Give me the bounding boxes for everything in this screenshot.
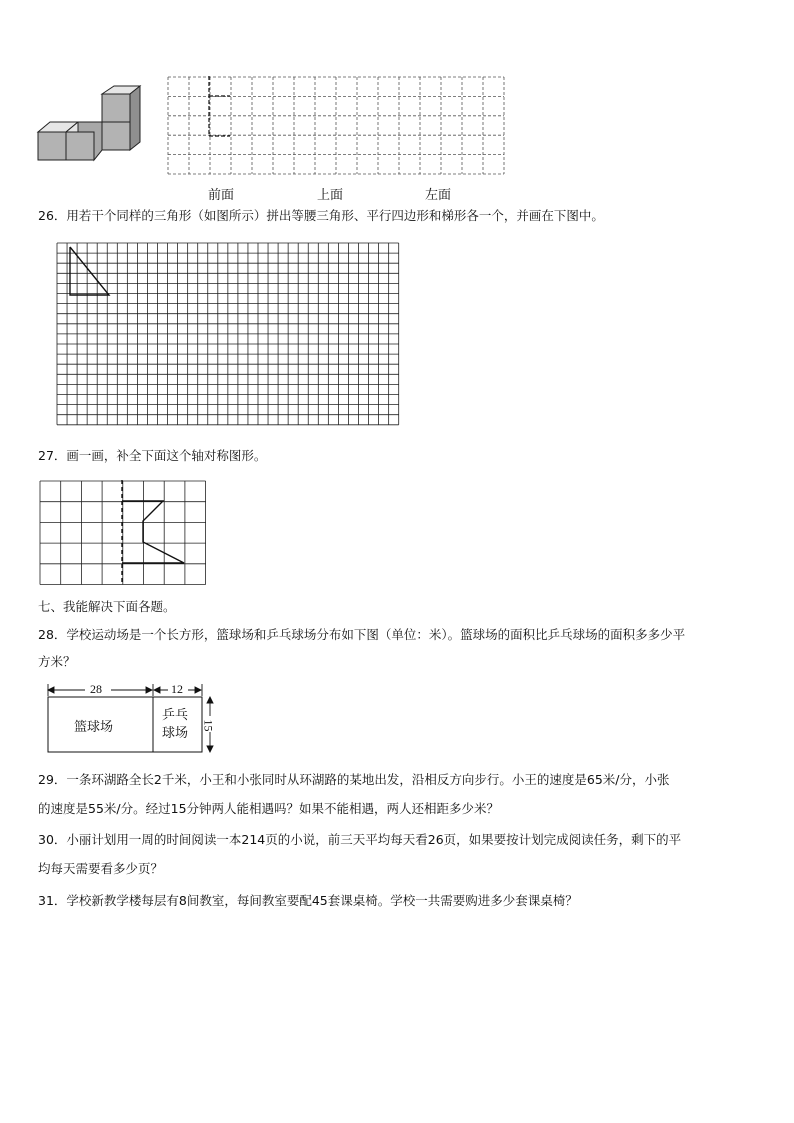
question-27: 27．画一画，补全下面这个轴对称图形。 (38, 448, 267, 463)
height-label: 15 (201, 719, 216, 732)
question-30-line2: 均每天需要看多少页？ (38, 861, 164, 876)
basketball-width-label: 28 (90, 682, 102, 696)
court-diagram (44, 682, 224, 758)
section-7-title: 七、我能解决下面各题。 (38, 599, 176, 614)
basketball-court-label: 篮球场 (74, 719, 114, 734)
view-label-left: 左面 (425, 188, 452, 203)
half-figure (122, 501, 184, 563)
sample-triangle (70, 247, 109, 295)
view-label-top: 上面 (317, 188, 344, 203)
views-dashed-grid (167, 76, 507, 176)
question-26: 26．用若干个同样的三角形（如图所示）拼出等腰三角形、平行四边形和梯形各一个，并画在下图中。 (38, 208, 604, 223)
question-30-line1: 30．小丽计划用一周的时间阅读一本214页的小说，前三天平均每天看26页，如果要按计划完成阅读任务，剩下的平 (38, 832, 682, 847)
pingpong-width-label: 12 (171, 682, 183, 696)
pingpong-court-label-1: 乒乓 (162, 707, 189, 722)
question-29-line1: 29．一条环湖路全长2千米，小王和小张同时从环湖路的某地出发，沿相反方向步行。小王的速度是65米/分，小张 (38, 772, 670, 787)
question-28-line1: 28．学校运动场是一个长方形，篮球场和乒乓球场分布如下图（单位：米）。篮球场的面积比乒乓球场的面积多多少平 (38, 627, 686, 642)
triangle-drawing-grid (56, 242, 401, 427)
view-label-front: 前面 (208, 188, 235, 203)
question-31: 31．学校新教学楼每层有8间教室，每间教室要配45套课桌椅。学校一共需要购进多少套课桌椅？ (38, 893, 578, 908)
pingpong-court-label-2: 球场 (162, 725, 189, 740)
cube-stack-figure (36, 84, 146, 164)
question-28-line2: 方米？ (38, 654, 76, 669)
question-29-line2: 的速度是55米/分。经过15分钟两人能相遇吗？如果不能相遇，两人还相距多少米？ (38, 801, 500, 816)
symmetry-grid (39, 480, 207, 586)
